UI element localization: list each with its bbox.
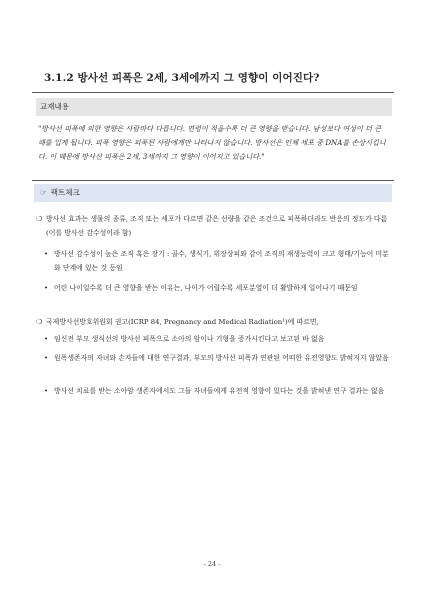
bullet-icon: • [44,387,49,395]
list-item: ❍ 방사선 효과는 생물의 종류, 조직 또는 세포가 다르면 같은 선량을 같은 조건으로 피폭하더라도 반응의 정도가 다름 (이를 방사선 감수성이라 함) [36,215,388,237]
fact-check-label: 팩트체크 [50,188,80,197]
bullet-icon: • [44,354,49,362]
textbook-quote: "방사선 피폭에 의한 영향은 사람마다 다릅니다. 연령이 적을수록 더 큰 영향을 받습니다. 남성보다 여성이 더 큰 해를 입게 됩니다. 피폭 영향은 피폭된 사람에게만 나타나지 않습니다. 방사선은 인체 세포 중 DNA를 손상시킵니다. 이 때문에 방사선 피폭은 2세, 3세까지 그 영향이 이어지고 있습니다." [38,124,386,161]
bullet-icon: • [44,250,49,258]
list-item: ❍ 국제방사선방호위원회 권고(ICRP 84, Pregnancy and Medical Radiation¹)에 따르면, [36,316,392,330]
list-item: • 방사선 치료를 받는 소아암 생존자에서도 그들 자녀들에게 유전적 영향이 있다는 것을 밝혀낸 연구 결과는 없음 [44,385,392,399]
circle-bullet-icon: ❍ [36,215,43,223]
list-item: • 원폭생존자의 자녀와 손자들에 대한 연구결과, 부모의 방사선 피폭과 연관된 어떠한 유전영향도 밝혀지지 않았음 [44,352,392,366]
bullet-icon: • [44,335,49,343]
circle-bullet-icon: ❍ [36,318,43,326]
list-item: • 임신전 부모 생식선의 방사선 피폭으로 소아의 암이나 기형을 증가시킨다고 보고된 바 없음 [44,333,392,347]
section-title: 3.1.2 방사선 피폭은 2세, 3세에까지 그 영향이 이어진다? [44,72,320,84]
list-item: • 어린 나이일수록 더 큰 영향을 받는 이유는, 나이가 어릴수록 세포분열이 더 활발하게 일어나기 때문임 [44,282,392,296]
list-item: • 방사선 감수성이 높은 조직 혹은 장기 : 골수, 생식기, 위장상피와 같이 조직의 재생능력이 크고 형태/기능이 미분화 단계에 있는 것 등임 [44,250,389,272]
textbook-content-label: 교재내용 [36,98,392,116]
quote-divider [32,180,394,181]
bullet-icon: • [44,284,49,292]
fact-check-header [34,184,392,202]
page-number: - 24 - [203,560,221,568]
pointing-hand-icon: ☞ [40,188,47,197]
top-divider [32,92,394,93]
